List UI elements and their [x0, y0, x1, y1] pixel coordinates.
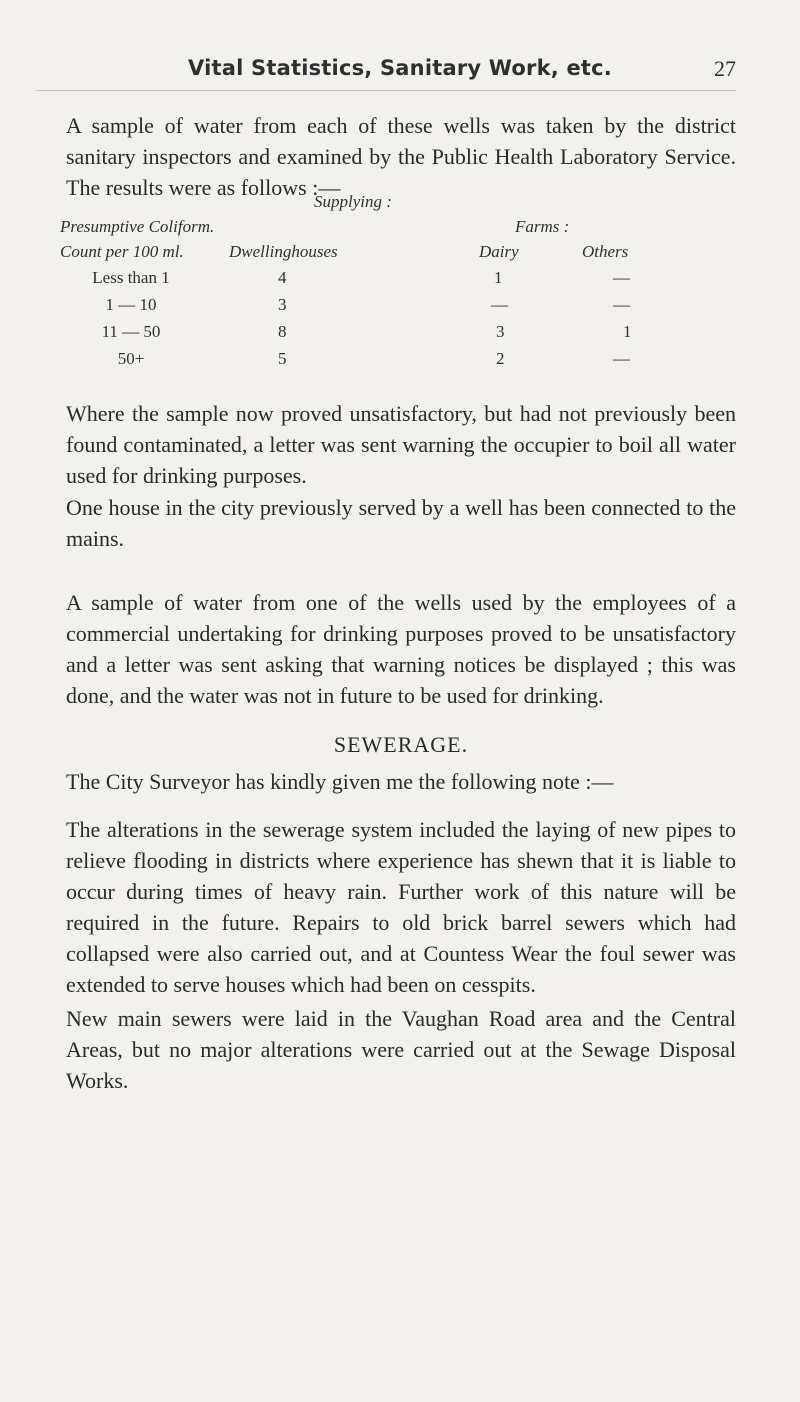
- paragraph-house-connected: One house in the city previously served by a well has been connected to the mains.: [66, 495, 736, 551]
- row-dwellinghouses: 5: [278, 349, 287, 368]
- row-others: —: [613, 268, 630, 287]
- page-header: [64, 56, 736, 86]
- row-count: 50+: [117, 349, 145, 368]
- row-dwellinghouses: 4: [278, 268, 287, 287]
- col-dairy-header: Dairy: [479, 242, 519, 261]
- row-others: —: [613, 349, 630, 368]
- row-others: —: [613, 295, 630, 314]
- row-dairy: 3: [496, 322, 505, 341]
- row-count: Less than 1: [92, 268, 170, 287]
- farms-label: Farms :: [515, 217, 570, 236]
- row-dwellinghouses: 3: [278, 295, 287, 314]
- page-number: 27: [714, 56, 736, 81]
- col1-label-line2: Count per 100 ml.: [60, 242, 184, 261]
- row-count: 11 — 50: [101, 322, 161, 341]
- row-dwellinghouses: 8: [278, 322, 287, 341]
- col1-label-line1: Presumptive Coliform.: [60, 217, 215, 236]
- paragraph-new-main-sewers: New main sewers were laid in the Vaughan Road area and the Central Areas, but no major alterations were carried out at the Sewage Disposal Works.: [66, 1006, 736, 1093]
- results-table: [60, 192, 736, 372]
- col-dwellinghouses-header: Dwellinghouses: [229, 242, 338, 261]
- supplying-label: Supplying :: [314, 192, 392, 211]
- paragraph-unsatisfactory-samples: Where the sample now proved unsatisfactory, but had not previously been found contaminated, a letter was sent warning the occupier to boil all water used for drinking purposes.: [66, 401, 736, 488]
- sewerage-heading: SEWERAGE.: [333, 732, 469, 757]
- paragraph-sewerage-alterations: The alterations in the sewerage system included the laying of new pipes to relieve flooding in districts where experience has shewn that it is liable to occur during times of heavy rain. Further work of this nature will be required in the future. Repairs to old brick barrel sewers which had collapsed were also carried out, and at Countess Wear the foul sewer was extended to serve houses which had been on cesspits.: [66, 817, 736, 997]
- row-dairy: 1: [494, 268, 503, 287]
- row-dairy: 2: [496, 349, 505, 368]
- row-count: 1 — 10: [105, 295, 157, 314]
- row-dairy: —: [491, 295, 508, 314]
- intro-paragraph: A sample of water from each of these wells was taken by the district sanitary inspectors and examined by the Public Health Laboratory Service. The results were as follows :—: [66, 113, 736, 200]
- running-title: Vital Statistics, Sanitary Work, etc.: [188, 56, 612, 80]
- header-rule: [36, 90, 736, 91]
- paragraph-surveyor-note: The City Surveyor has kindly given me the following note :—: [66, 769, 614, 794]
- col-others-header: Others: [582, 242, 629, 261]
- row-others: 1: [623, 322, 632, 341]
- paragraph-commercial-undertaking: A sample of water from one of the wells used by the employees of a commercial undertaking for drinking purposes proved to be unsatisfactory and a letter was sent asking that warning notices be displayed ; this was done, and the water was not in future to be used for drinking.: [66, 590, 736, 708]
